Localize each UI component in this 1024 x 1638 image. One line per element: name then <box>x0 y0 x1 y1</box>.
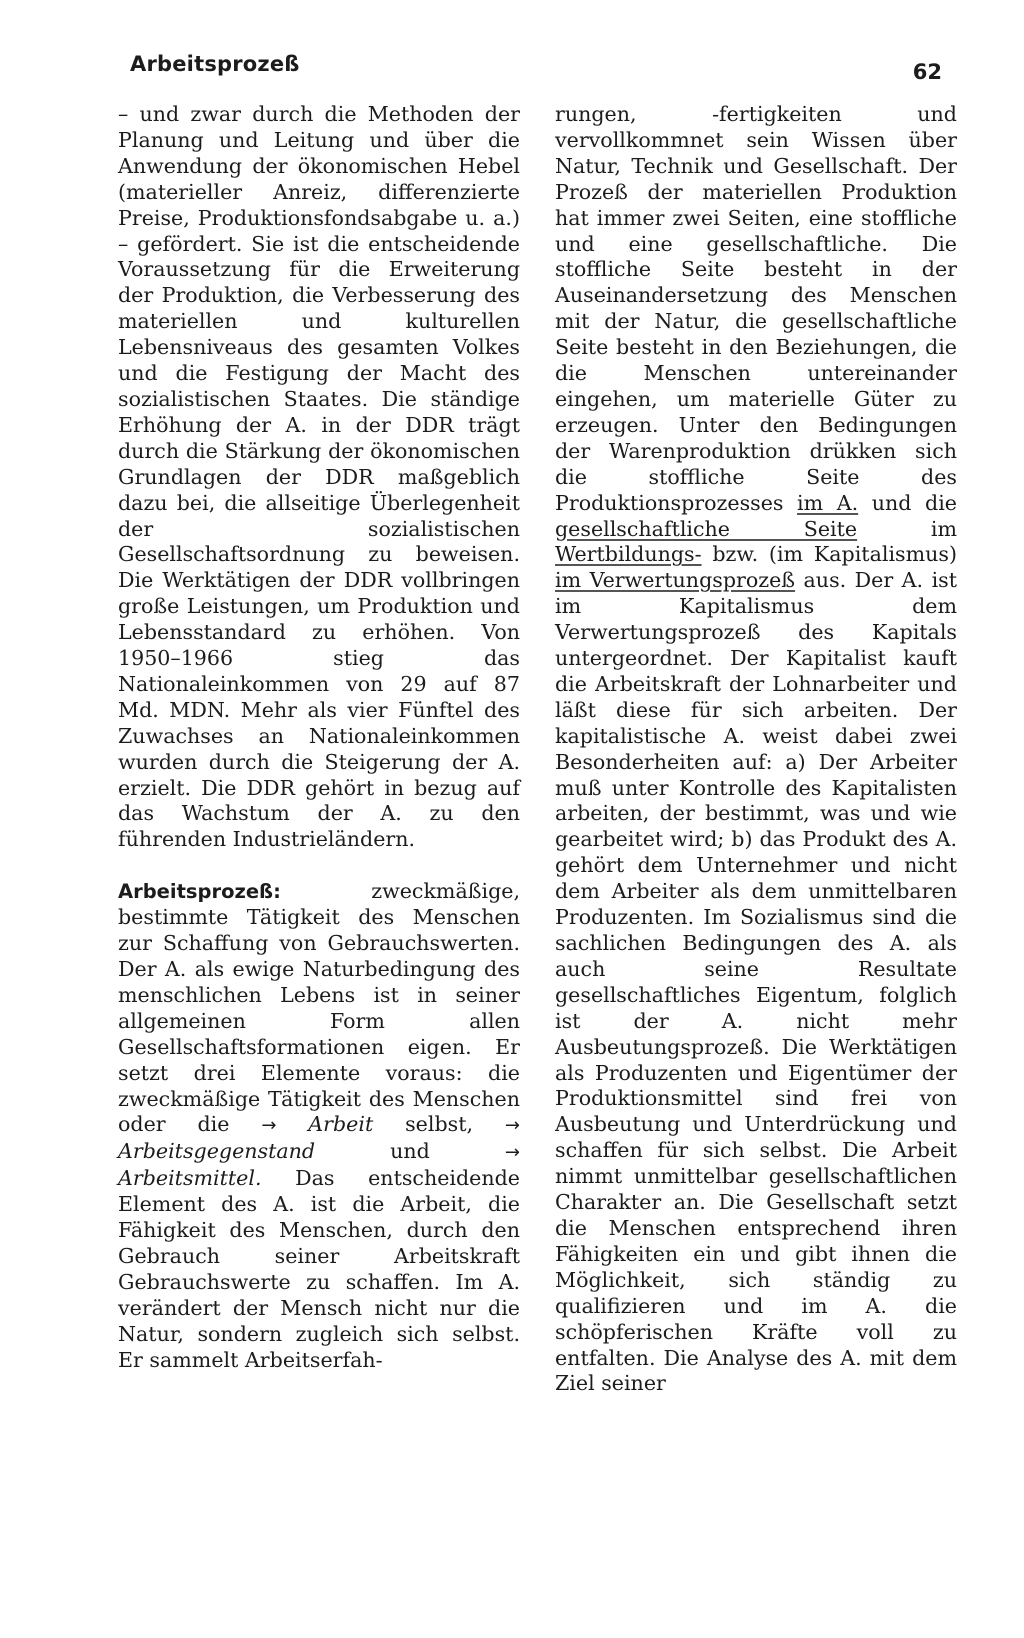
cross-reference-arbeitsmittel: Arbeitsmittel. <box>118 1166 262 1191</box>
body-text-part: aus. Der A. ist im Kapitalismus dem Verwertungsprozeß des Kapitals untergeordnet. Der Kapitalist kauft die Arbeitskraft der Lohnarbeiter und läßt diese für sich arbeiten. Der kapitalistische A. weist dabei zwei Besonderheiten auf: a) Der Arbeiter muß unter Kontrolle des Kapitalisten arbeiten, der bestimmt, was und wie gearbeitet wird; b) das Produkt des A. gehört dem Unternehmer und nicht dem Arbeiter als dem unmittelbaren Produzenten. Im Sozialismus sind die sachlichen Bedingungen des A. als auch seine Resultate gesellschaftliches Eigentum, folglich ist der A. nicht mehr Ausbeutungsprozeß. Die Werktätigen als Produzenten und Eigentümer der Produktionsmittel sind frei von Ausbeutung und Unterdrückung und schaffen für sich selbst. Die Arbeit nimmt unmittelbar gesellschaftlichen Charakter an. Die Gesellschaft setzt die Menschen entsprechend ihren Fähigkeiten ein und gibt ihnen die Möglichkeit, sich ständig zu qualifizieren und im A. die schöpferischen Kräfte voll zu entfalten. Die Analyse des A. mit dem Ziel seiner <box>555 568 958 1396</box>
handwritten-underline-mark: Wertbildungs- <box>555 542 702 567</box>
entry-text-part: Das entscheidende Element des A. ist die Arbeit, die Fähigkeit des Menschen, durch den Gebrauch seiner Arbeitskraft Gebrauchswerte zu schaffen. Im A. verändert der Mensch nicht nur die Natur, sondern zugleich sich selbst. Er sammelt Arbeitserfah- <box>118 1166 520 1372</box>
running-head: Arbeitsprozeß <box>130 52 300 76</box>
entry-text-part: zweckmäßige, bestimmte Tätigkeit des Menschen zur Schaffung von Gebrauchswerten. Der A. als ewige Naturbedingung des menschlichen Lebens ist in seiner allgemeinen Form allen Gesellschaftsformationen eigen. Er setzt drei Elemente voraus: die zweckmäßige Tätigkeit des Menschen oder die <box>118 879 520 1137</box>
entry-headword: Arbeitsprozeß: <box>118 880 281 904</box>
cross-reference-arbeitsgegenstand: Arbeitsgegenstand <box>118 1139 316 1164</box>
handwritten-underline-mark: im Verwertungsprozeß <box>555 568 796 593</box>
page-number: 62 <box>912 60 942 84</box>
body-text-part: rungen, -fertigkeiten und vervollkommnet sein Wissen über Natur, Technik und Gesellschaft. Der Prozeß der materiellen Produktion hat immer zwei Seiten, eine stoffliche und eine gesellschaftliche. Die stoffliche Seite besteht in der Auseinandersetzung des Menschen mit der Natur, die gesellschaftliche Seite besteht in den Beziehungen, die die Menschen untereinander eingehen, um materielle Güter zu erzeugen. Unter den Bedingungen der Warenproduktion drükken sich die stoffliche Seite des Produktionsprozesses <box>555 102 957 515</box>
left-column <box>118 102 520 1374</box>
body-text-part: bzw. (im Kapitalismus) <box>701 542 957 567</box>
cross-reference-arrow-icon: → <box>504 1115 520 1137</box>
handwritten-underline-mark: im A. <box>797 490 859 515</box>
cross-reference-arrow-icon: → <box>504 1142 520 1164</box>
handwritten-underline-mark: gesellschaftliche Seite <box>555 516 858 541</box>
cross-reference-arbeit: Arbeit <box>308 1112 374 1137</box>
body-text-part: und die <box>858 490 957 515</box>
right-column-paragraph <box>555 102 957 1397</box>
entry-text-part: und <box>315 1139 505 1164</box>
right-column <box>555 102 957 1397</box>
body-text-part: im <box>857 516 957 541</box>
entry-text-part: selbst, <box>373 1112 505 1137</box>
continuation-paragraph: – und zwar durch die Methoden der Planung und Leitung und über die Anwendung der ökonomischen Hebel (materieller Anreiz, differenzierte Preise, Produktionsfondsabgabe u. a.) – gefördert. Sie ist die entscheidende Voraussetzung für die Erweiterung der Produktion, die Verbesserung des materiellen und kulturellen Lebensniveaus des gesamten Volkes und die Festigung der Macht des sozialistischen Staates. Die ständige Erhöhung der A. in der DDR trägt durch die Stärkung der ökonomischen Grundlagen der DDR maßgeblich dazu bei, die allseitige Überlegenheit der sozialistischen Gesellschaftsordnung zu beweisen. Die Werktätigen der DDR vollbringen große Leistungen, um Produktion und Lebensstandard zu erhöhen. Von 1950–1966 stieg das Nationaleinkommen von 29 auf 87 Md. MDN. Mehr als vier Fünftel des Zuwachses an Nationaleinkommen wurden durch die Steigerung der A. erzielt. Die DDR gehört in bezug auf das Wachstum der A. zu den führenden Industrieländern. <box>118 102 520 852</box>
cross-reference-arrow-icon: → <box>261 1115 277 1137</box>
dictionary-entry-arbeitsprozess <box>118 879 520 1373</box>
